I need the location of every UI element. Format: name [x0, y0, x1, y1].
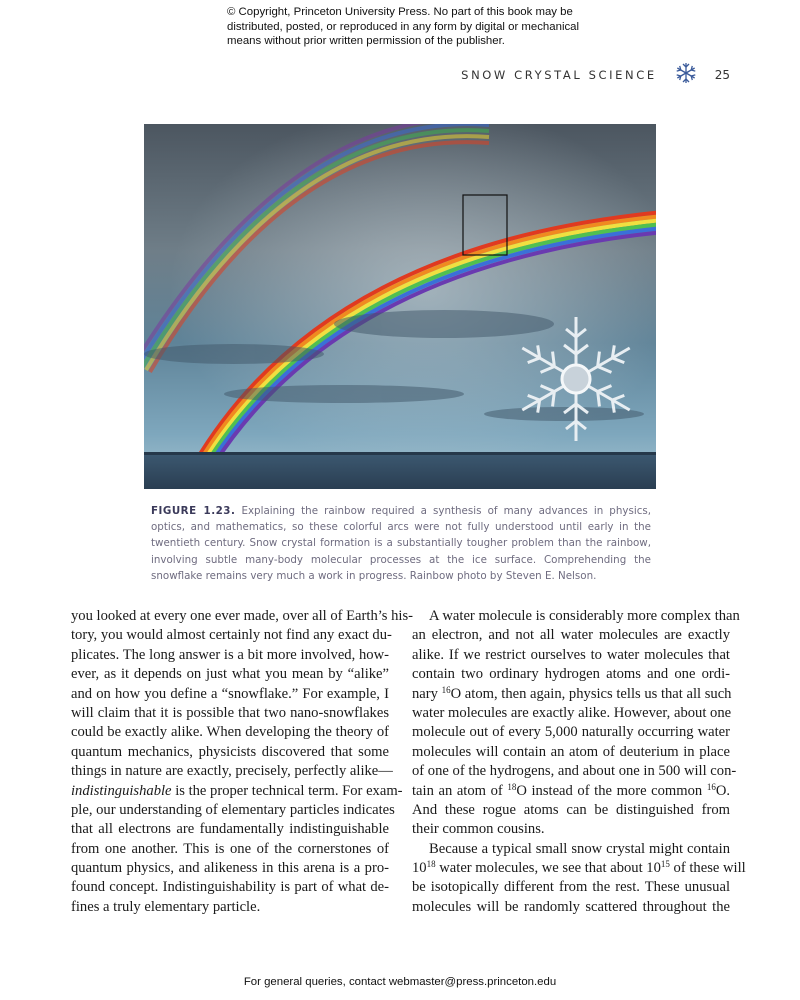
text-segment: fines a truly elementary particle. [71, 898, 261, 915]
text-segment: things in nature are exactly, precisely, perfectly alike— [71, 763, 393, 780]
text-line [412, 801, 730, 820]
text-segment: alike. If we restrict ourselves to water molecules that [412, 646, 730, 663]
text-line [71, 646, 389, 665]
text-segment: Because a typical small snow crystal might contain [429, 840, 730, 857]
text-segment: 10 [412, 860, 427, 877]
text-line [412, 626, 730, 645]
text-line [412, 665, 730, 684]
text-segment: of one of the hydrogens, and about one in 500 will con- [412, 763, 737, 780]
text-line [412, 646, 730, 665]
page-number: 25 [714, 68, 730, 82]
text-line [71, 685, 389, 704]
text-line [71, 626, 392, 645]
text-line [412, 898, 730, 917]
body-column-left [71, 607, 414, 917]
text-segment: will claim that it is possible that two nano-snowflakes [71, 704, 389, 721]
text-segment: contain two ordinary hydrogen atoms and one ordi- [412, 666, 730, 683]
text-segment: and on how you define a “snowflake.” For example, I [71, 685, 389, 702]
text-line [71, 665, 389, 684]
text-segment: And these rogue atoms can be distinguished from [412, 801, 730, 818]
snowflake-icon [675, 62, 697, 88]
text-segment: water molecules, we see that about 10 [435, 860, 661, 877]
superscript: 16 [441, 684, 451, 695]
text-segment: their common cousins. [412, 821, 545, 838]
text-segment: tain an atom of [412, 782, 508, 799]
text-segment: tory, you would almost certainly not find any exact du- [71, 627, 392, 644]
text-segment: molecule out of every 5,000 naturally occurring water [412, 724, 730, 741]
text-segment: plicates. The long answer is a bit more involved, how- [71, 646, 389, 663]
text-line [71, 801, 395, 820]
text-line [71, 820, 389, 839]
text-line [412, 704, 730, 723]
running-head-title: SNOW CRYSTAL SCIENCE [461, 68, 657, 82]
superscript: 16 [706, 781, 716, 792]
text-line [412, 878, 730, 897]
text-line [71, 704, 389, 723]
text-segment: an electron, and not all water molecules are exactly [412, 627, 730, 644]
text-segment: is the proper technical term. For exam- [171, 782, 403, 799]
text-segment: from one another. This is one of the cornerstones of [71, 840, 389, 857]
text-line [412, 782, 730, 801]
superscript: 18 [426, 859, 436, 870]
text-segment: molecules will be randomly scattered throughout the [412, 898, 730, 915]
text-line [71, 782, 403, 801]
running-head [461, 62, 730, 88]
superscript: 15 [660, 859, 670, 870]
text-line [412, 820, 730, 839]
text-line [412, 723, 730, 742]
text-line [71, 878, 389, 897]
text-segment: ever, as it depends on just what you mean by “alike” [71, 666, 389, 683]
text-line [412, 762, 737, 781]
text-segment: quantum mechanics, physicists discovered that some [71, 743, 389, 760]
text-segment: found concept. Indistinguishability is part of what de- [71, 879, 389, 896]
figure-caption-text: Explaining the rainbow required a synthesis of many advances in physics, optics, and mathematics, so these colorful arcs were not fully understood until early in the twentieth century. Snow crystal formation is a substantially tougher problem than the rainbow, involving subtle many-body molecular processes at the ice surface. Comprehending the snowflake remains very much a work in progress. Rainbow photo by Steven E. Nelson. [151, 505, 651, 582]
text-segment: ple, our understanding of elementary particles indicates [71, 801, 395, 818]
text-segment: be isotopically different from the rest. These unusual [412, 879, 730, 896]
text-line [71, 898, 389, 917]
text-segment: O. [715, 782, 731, 799]
body-column-right [412, 607, 746, 917]
text-line [71, 607, 414, 626]
text-segment: O atom, then again, physics tells us that all such [450, 685, 732, 702]
figure-caption [151, 503, 651, 584]
figure-label: FIGURE 1.23. [151, 505, 236, 517]
text-line [71, 743, 389, 762]
superscript: 18 [507, 781, 517, 792]
text-segment: that all electrons are fundamentally indistinguishable [71, 821, 389, 838]
text-line [412, 859, 746, 878]
text-line [71, 762, 393, 781]
text-segment: nary [412, 685, 442, 702]
rainbow-photo [144, 124, 656, 489]
text-segment: could be exactly alike. When developing the theory of [71, 724, 389, 741]
text-segment: of these will [669, 860, 746, 877]
italic-text: indistinguishable [71, 782, 172, 799]
text-line [71, 840, 389, 859]
text-line [412, 685, 730, 704]
text-line [71, 859, 389, 878]
text-segment: A water molecule is considerably more complex than [429, 608, 740, 624]
text-segment: water molecules are exactly alike. However, about one [412, 704, 732, 721]
footer-contact: For general queries, contact webmaster@press.princeton.edu [243, 976, 557, 988]
text-line [412, 743, 730, 762]
text-segment: you looked at every one ever made, over all of Earth’s his- [71, 608, 414, 624]
text-line [412, 607, 740, 626]
copyright-notice: © Copyright, Princeton University Press. No part of this book may be distributed, posted, or reproduced in any form by digital or mechanical means without prior written permission of the publisher. [227, 6, 580, 48]
text-segment: quantum physics, and alikeness in this arena is a pro- [71, 860, 389, 877]
text-line [71, 723, 389, 742]
text-segment: molecules will contain an atom of deuterium in place [412, 743, 730, 760]
text-line [412, 840, 730, 859]
text-segment: O instead of the more common [516, 782, 707, 799]
